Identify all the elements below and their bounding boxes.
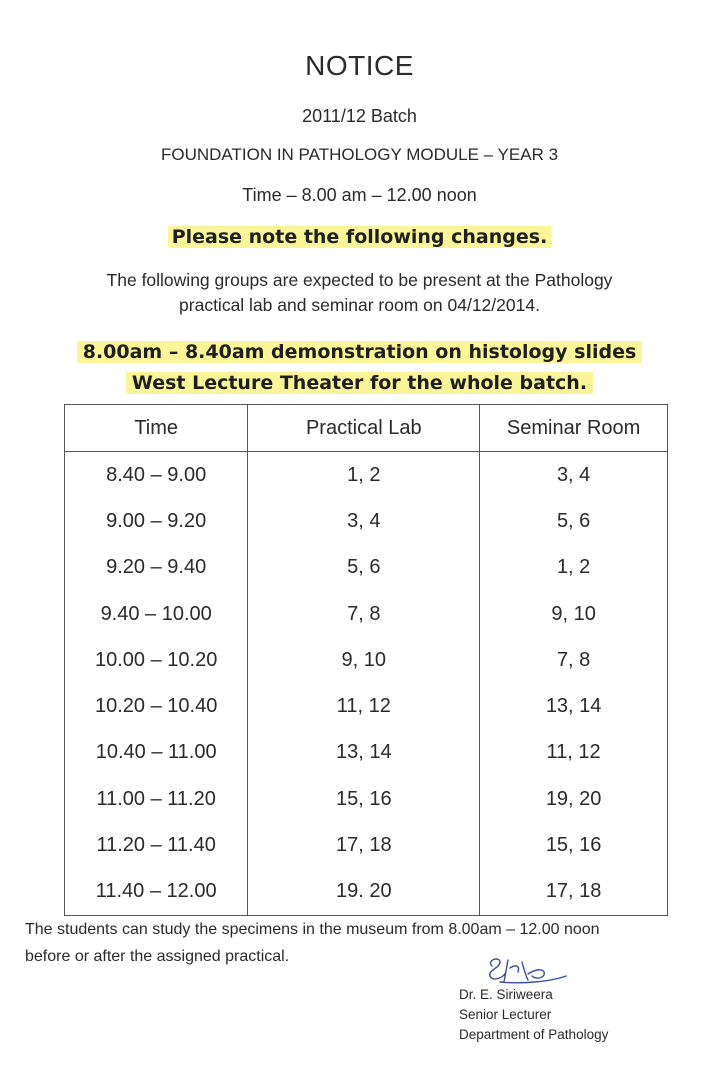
changes-highlight: Please note the following changes. (168, 226, 552, 248)
cell-practical-lab: 7, 8 (248, 591, 480, 637)
cell-practical-lab: 9, 10 (248, 637, 480, 683)
cell-practical-lab: 17, 18 (248, 822, 480, 868)
module-label: FOUNDATION IN PATHOLOGY MODULE – YEAR 3 (160, 145, 559, 164)
intro-paragraph (0, 268, 719, 318)
cell-time: 8.40 – 9.00 (65, 452, 248, 499)
notice-title: NOTICE (305, 50, 414, 81)
cell-seminar-room: 9, 10 (480, 591, 668, 637)
footer-line-2: before or after the assigned practical. (25, 948, 290, 965)
header-practical-lab: Practical Lab (248, 405, 480, 452)
signer-name: Dr. E. Siriweera (459, 987, 553, 1002)
demo-line-1: 8.00am – 8.40am demonstration on histology slides (77, 341, 643, 363)
table-row (65, 776, 668, 822)
cell-seminar-room: 1, 2 (480, 545, 668, 591)
signer-role: Senior Lecturer (459, 1007, 552, 1022)
cell-practical-lab: 1, 2 (248, 452, 480, 499)
cell-practical-lab: 11, 12 (248, 683, 480, 729)
table-row (65, 591, 668, 637)
table-row (65, 545, 668, 591)
cell-practical-lab: 19. 20 (248, 869, 480, 916)
cell-seminar-room: 17, 18 (480, 869, 668, 916)
signer-department: Department of Pathology (459, 1027, 609, 1042)
cell-time: 10.40 – 11.00 (65, 730, 248, 776)
cell-time: 11.20 – 11.40 (65, 822, 248, 868)
table-row (65, 683, 668, 729)
cell-practical-lab: 3, 4 (248, 498, 480, 544)
table-row (65, 498, 668, 544)
cell-seminar-room: 19, 20 (480, 776, 668, 822)
table-header-row (65, 405, 668, 452)
table-row (65, 869, 668, 916)
header-time: Time (65, 405, 248, 452)
cell-time: 11.40 – 12.00 (65, 869, 248, 916)
cell-seminar-room: 15, 16 (480, 822, 668, 868)
cell-time: 9.20 – 9.40 (65, 545, 248, 591)
time-label: Time – 8.00 am – 12.00 noon (242, 185, 477, 205)
cell-time: 9.40 – 10.00 (65, 591, 248, 637)
cell-time: 9.00 – 9.20 (65, 498, 248, 544)
demo-line-2: West Lecture Theater for the whole batch. (126, 372, 593, 394)
cell-time: 10.00 – 10.20 (65, 637, 248, 683)
cell-practical-lab: 5, 6 (248, 545, 480, 591)
changes-heading (0, 226, 719, 249)
cell-time: 11.00 – 11.20 (65, 776, 248, 822)
signer-block (459, 985, 608, 1045)
cell-practical-lab: 15, 16 (248, 776, 480, 822)
batch-label: 2011/12 Batch (302, 106, 417, 126)
table-row (65, 637, 668, 683)
cell-practical-lab: 13, 14 (248, 730, 480, 776)
cell-seminar-room: 13, 14 (480, 683, 668, 729)
schedule-table (64, 404, 668, 916)
table-row (65, 730, 668, 776)
cell-seminar-room: 11, 12 (480, 730, 668, 776)
footer-line-1: The students can study the specimens in the museum from 8.00am – 12.00 noon (25, 921, 600, 938)
header-seminar-room: Seminar Room (480, 405, 668, 452)
intro-line-1: The following groups are expected to be present at the Pathology (106, 270, 613, 290)
demo-announcement (0, 337, 719, 399)
cell-seminar-room: 5, 6 (480, 498, 668, 544)
table-row (65, 452, 668, 499)
cell-seminar-room: 3, 4 (480, 452, 668, 499)
intro-line-2: practical lab and seminar room on 04/12/2014. (179, 295, 540, 315)
cell-time: 10.20 – 10.40 (65, 683, 248, 729)
table-row (65, 822, 668, 868)
cell-seminar-room: 7, 8 (480, 637, 668, 683)
